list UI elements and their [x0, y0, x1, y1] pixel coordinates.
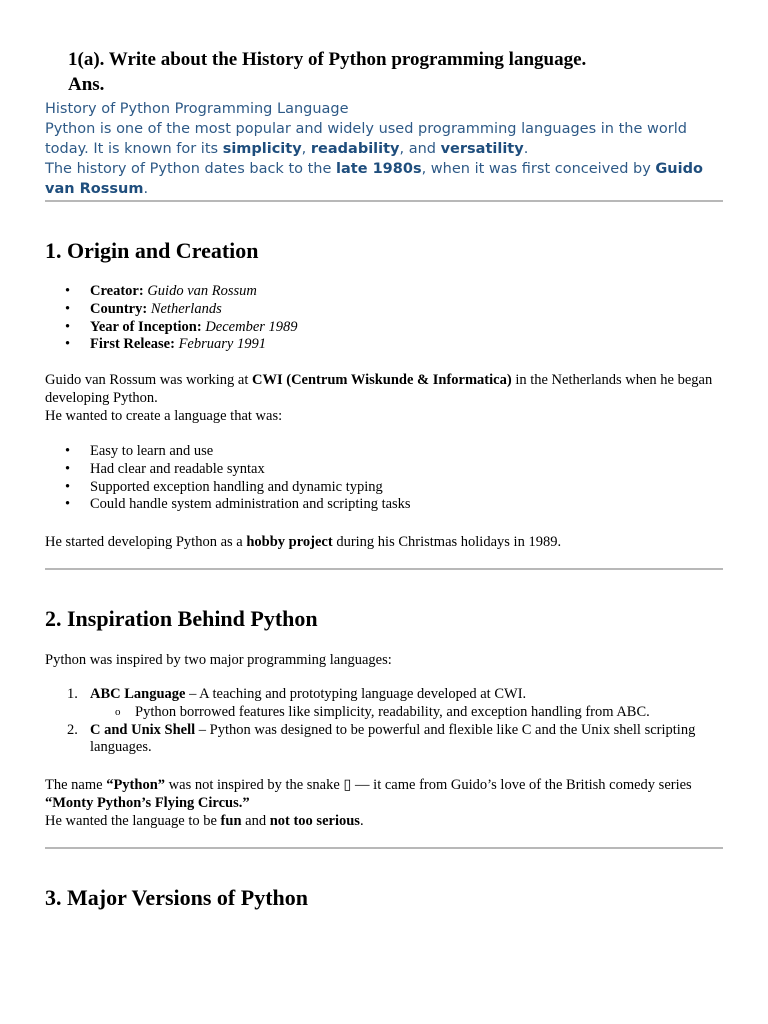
bold-run: late 1980s — [336, 161, 422, 177]
item-name: ABC Language — [90, 686, 186, 702]
bold-run: CWI (Centrum Wiskunde & Informatica) — [252, 372, 512, 388]
fact-label: Year of Inception: — [90, 318, 202, 335]
origin-facts-list — [45, 283, 298, 354]
text-run: during his Christmas holidays in 1989. — [332, 534, 562, 550]
item-name: C and Unix Shell — [90, 721, 196, 738]
answer-label: Ans. — [68, 74, 105, 95]
item-number: 1. — [67, 686, 78, 702]
divider — [45, 200, 723, 202]
text-run: Guido van Rossum was working at — [45, 372, 253, 388]
text-run: He wanted the language to be — [45, 812, 221, 829]
sub-list-item — [90, 704, 723, 722]
text-run: . — [523, 141, 529, 157]
missing-glyph-icon: ▯ — [343, 777, 352, 793]
origin-paragraph — [45, 372, 723, 425]
intro-block — [45, 99, 725, 199]
bold-run: not too serious — [269, 812, 360, 829]
text-run: , and — [399, 141, 441, 157]
text-run: The history of Python dates back to the — [45, 161, 337, 177]
list-item — [45, 722, 723, 758]
text-run: The name — [45, 777, 107, 793]
inspiration-list — [45, 686, 723, 757]
section-3-title: 3. Major Versions of Python — [45, 885, 308, 910]
circle-bullet-icon: o — [115, 705, 121, 718]
intro-paragraph-1 — [45, 119, 725, 159]
question-block — [68, 47, 586, 97]
list-item — [45, 336, 298, 354]
text-run: . — [143, 181, 149, 197]
item-desc: – Python was designed to be powerful and flexible like C and the Unix shell scripting languages. — [90, 721, 696, 756]
bold-run: versatility — [440, 141, 524, 157]
inspiration-lead: Python was inspired by two major programming languages: — [45, 652, 392, 668]
list-item — [45, 283, 298, 301]
list-item: • Could handle system administration and scripting tasks — [45, 496, 411, 514]
text-run: He started developing Python as a — [45, 534, 247, 550]
list-item — [45, 301, 298, 319]
text-run: was not inspired by the snake — [165, 777, 344, 793]
list-item: • Easy to learn and use — [45, 443, 411, 461]
question-title: 1(a). Write about the History of Python programming language. — [68, 49, 587, 70]
bold-run: simplicity — [222, 141, 302, 157]
text-run: — it came from Guido’s love of the British comedy series — [351, 777, 692, 793]
bold-run: fun — [220, 812, 242, 829]
intro-paragraph-2 — [45, 159, 725, 199]
section-1-title: 1. Origin and Creation — [45, 238, 259, 263]
divider — [45, 847, 723, 849]
text-run: Python is one of the most popular and widely used programming languages in the world today. It is known for its — [45, 121, 687, 157]
section-2-title: 2. Inspiration Behind Python — [45, 606, 318, 631]
sub-item-text: Python borrowed features like simplicity, readability, and exception handling from ABC. — [135, 703, 650, 720]
text-run: , when it was first conceived by — [421, 161, 656, 177]
bold-run: readability — [310, 141, 400, 157]
list-item: • Supported exception handling and dynamic typing — [45, 479, 411, 497]
item-number: 2. — [67, 721, 78, 738]
intro-heading: History of Python Programming Language — [45, 101, 349, 117]
fact-label: Country: — [90, 300, 148, 317]
item-desc: – A teaching and prototyping language developed at CWI. — [185, 686, 527, 702]
list-item — [45, 319, 298, 337]
goals-list — [45, 443, 411, 514]
fact-value: Guido van Rossum — [147, 283, 257, 299]
fact-label: Creator: — [90, 283, 144, 299]
fact-label: First Release: — [90, 336, 175, 353]
bold-run: “Monty Python’s Flying Circus.” — [45, 794, 250, 811]
list-item: • Had clear and readable syntax — [45, 461, 411, 479]
fact-value: February 1991 — [178, 336, 266, 353]
hobby-paragraph — [45, 534, 723, 552]
text-run: He wanted to create a language that was: — [45, 407, 283, 424]
bold-run: “Python” — [106, 777, 166, 793]
divider — [45, 568, 723, 570]
list-item — [45, 686, 723, 722]
text-run: and — [241, 812, 270, 829]
bold-run: hobby project — [246, 534, 333, 550]
fact-value: Netherlands — [150, 300, 222, 317]
name-origin-paragraph — [45, 777, 723, 830]
text-run: . — [359, 812, 364, 829]
fact-value: December 1989 — [205, 318, 298, 335]
text-run: in the Netherlands when he began developing Python. — [45, 372, 713, 406]
bold-run: Guido van Rossum — [45, 161, 703, 197]
text-run: , — [301, 141, 311, 157]
